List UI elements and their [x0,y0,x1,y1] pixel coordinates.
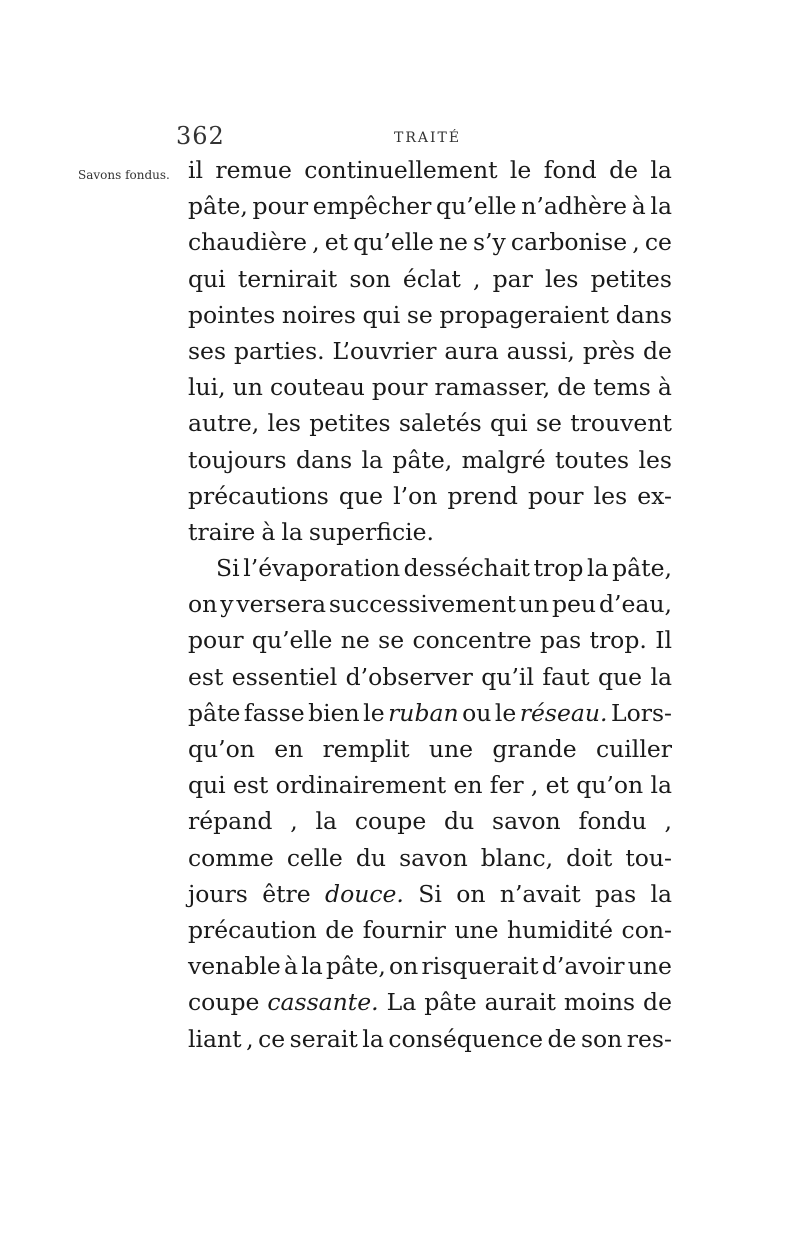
word: malgré [461,445,546,474]
word: s’y [473,228,506,257]
word: précautions [188,481,329,510]
word: trop. [589,626,647,655]
word: pâte, [325,952,386,981]
word: le [494,698,517,727]
word: la [650,156,672,184]
word: n’avait [499,879,581,908]
word: grande [492,735,577,763]
word: la [650,879,672,908]
word: celle [286,843,343,872]
word: ternirait [237,264,338,293]
word: ne [438,228,468,257]
text-line [188,695,672,731]
word: à [261,517,276,546]
word: d’observer [345,662,473,691]
word: répand [188,807,273,836]
word: versera [236,590,326,619]
word: res- [626,1024,672,1053]
running-head [176,122,476,152]
word: Il [655,626,672,655]
word: parties. [233,336,325,365]
page-number: 362 [176,122,225,150]
word: les [267,409,301,438]
word: que [338,481,383,510]
text-line [188,188,672,224]
word: peu [551,590,597,619]
word: est [188,662,224,691]
word: , [632,228,640,257]
word: cassante. [267,988,379,1017]
word: la [586,554,609,583]
word: pâte, [188,192,248,221]
text-line [188,984,672,1020]
word: on [389,952,419,981]
word: une [428,735,474,763]
word: ramasser, [434,373,551,402]
word: la [281,517,303,546]
word: con- [621,915,672,944]
word: l’on [393,481,438,510]
word: continuellement [304,156,498,184]
word: lui, [188,373,226,402]
word: la [301,952,323,981]
word: pour [188,626,244,655]
word: concentre [412,626,532,655]
word: ce [644,228,672,257]
word: qui [188,264,226,293]
word: pour [252,192,309,221]
word: être [262,879,311,908]
text-line [188,550,672,586]
text-line [188,369,672,405]
word: une [627,952,672,981]
word: de [643,988,672,1017]
word: fondu [578,807,647,836]
word: pointes [188,300,276,329]
word: risquerait [421,952,539,981]
text-line [188,731,672,767]
text-line [188,1021,672,1057]
word: desséchait [403,554,530,583]
word: pas [540,626,582,655]
word: qui [188,771,226,800]
word: la [361,445,384,474]
text-line [188,333,672,369]
word: coupe [354,807,427,836]
word: conséquence [388,1024,544,1053]
word: la [650,662,672,691]
word: les [593,481,628,510]
word: petites [309,409,391,438]
word: saletés [398,409,482,438]
word: pas [595,879,637,908]
word: la [650,192,672,221]
word: à [657,373,672,402]
word: savon [399,843,468,872]
word: coupe [188,988,260,1017]
word: il [188,156,204,184]
word: fasse [243,698,305,727]
word: , [530,771,539,800]
word: qu’il [481,662,534,691]
text-line [188,442,672,478]
word: dans [615,300,672,329]
text-line [188,912,672,948]
word: , [312,228,320,257]
word: humidité [507,915,614,944]
word: petites [590,264,672,293]
word: qu’elle [251,626,333,655]
body-text [188,152,672,1057]
word: la [362,1024,384,1053]
word: n’adhère [521,192,628,221]
word: jours [188,879,248,908]
word: remplit [322,735,410,763]
word: d’avoir [541,952,625,981]
word: trouvent [570,409,672,438]
word: venable [188,952,281,981]
word: ruban [388,698,459,727]
word: le [363,698,385,727]
word: toutes [554,445,630,474]
word: qu’elle [436,192,517,221]
word: réseau. [519,698,608,727]
word: de [557,373,587,402]
word: de [547,1024,577,1053]
word: que [597,662,643,691]
word: aura [444,336,499,365]
word: pâte [188,698,241,727]
text-line [188,767,672,803]
word: y [220,590,234,619]
word: toujours [188,445,287,474]
word: pâte [424,988,477,1017]
word: faut [542,662,590,691]
word: qui [489,409,528,438]
word: ses [188,336,227,365]
word: serait [289,1024,358,1053]
word: on [456,879,486,908]
word: essentiel [231,662,338,691]
word: , [664,807,672,836]
word: se [535,409,562,438]
word: Lors- [610,698,672,727]
word: son [349,264,391,293]
word: ce [258,1024,286,1053]
word: par [492,264,533,293]
word: d’eau, [598,590,672,619]
word: Si [418,879,442,908]
word: cuiller [595,735,672,763]
word: les [638,445,672,474]
text-line [188,224,672,260]
text-line [188,152,672,188]
text-line [188,948,672,984]
word: liant [188,1024,242,1053]
word: qu’on [188,735,255,763]
word: , [246,1024,254,1053]
running-title: TRAITÉ [394,130,462,146]
word: en [453,771,483,800]
word: savon [492,807,561,836]
text-line [188,514,672,550]
word: le [509,156,532,184]
word: Si [216,554,240,583]
word: un [232,373,263,402]
word: autre, [188,409,260,438]
word: bien [308,698,360,727]
text-line [188,659,672,695]
word: son [580,1024,623,1053]
word: noires [281,300,356,329]
word: ou [462,698,492,727]
word: ne [340,626,370,655]
word: tems [593,373,651,402]
word: une [454,915,499,944]
word: , [472,264,481,293]
text-line [188,478,672,514]
word: de [325,915,355,944]
word: les [544,264,579,293]
word: remue [215,156,292,184]
word: qu’elle [353,228,434,257]
word: carbonise [510,228,628,257]
word: , [290,807,298,836]
word: La [386,988,417,1017]
word: la [650,771,672,800]
word: ex- [637,481,672,510]
word: pour [371,373,428,402]
word: pâte, [392,445,453,474]
word: à [631,192,646,221]
word: empêcher [312,192,432,221]
word: et [545,771,569,800]
word: moins [563,988,636,1017]
text-line [188,876,672,912]
word: l’évaporation [243,554,401,583]
text-line [188,297,672,333]
word: à [284,952,299,981]
word: propageraient [439,300,610,329]
word: chaudière [188,228,308,257]
text-line [188,803,672,839]
word: près [582,336,636,365]
word: de [642,336,672,365]
word: se [406,300,433,329]
word: en [274,735,304,763]
word: doit [566,843,613,872]
word: est [232,771,269,800]
margin-note: Savons fondus. [78,168,170,182]
word: du [444,807,475,836]
text-line [188,586,672,622]
word: précaution [188,915,317,944]
word: un [518,590,550,619]
word: superficie. [308,517,435,546]
word: tou- [625,843,672,872]
word: et [324,228,349,257]
word: fer [489,771,524,800]
word: éclat [402,264,461,293]
word: aussi, [506,336,575,365]
word: traire [188,517,256,546]
word: qu’on [576,771,644,800]
word: couteau [269,373,365,402]
word: pâte, [612,554,672,583]
text-line [188,622,672,658]
word: comme [188,843,274,872]
word: dans [295,445,353,474]
text-line [188,840,672,876]
text-line [188,261,672,297]
word: L’ouvrier [332,336,437,365]
word: blanc, [480,843,554,872]
word: la [315,807,338,836]
word: ordinairement [275,771,447,800]
word: fournir [362,915,446,944]
word: du [355,843,387,872]
word: successivement [328,590,516,619]
word: fond [543,156,597,184]
word: qui [362,300,401,329]
word: on [188,590,218,619]
word: trop [533,554,584,583]
word: se [378,626,405,655]
word: de [609,156,639,184]
text-line [188,405,672,441]
word: douce. [325,879,404,908]
word: pour [527,481,584,510]
word: prend [447,481,518,510]
word: aurait [484,988,556,1017]
